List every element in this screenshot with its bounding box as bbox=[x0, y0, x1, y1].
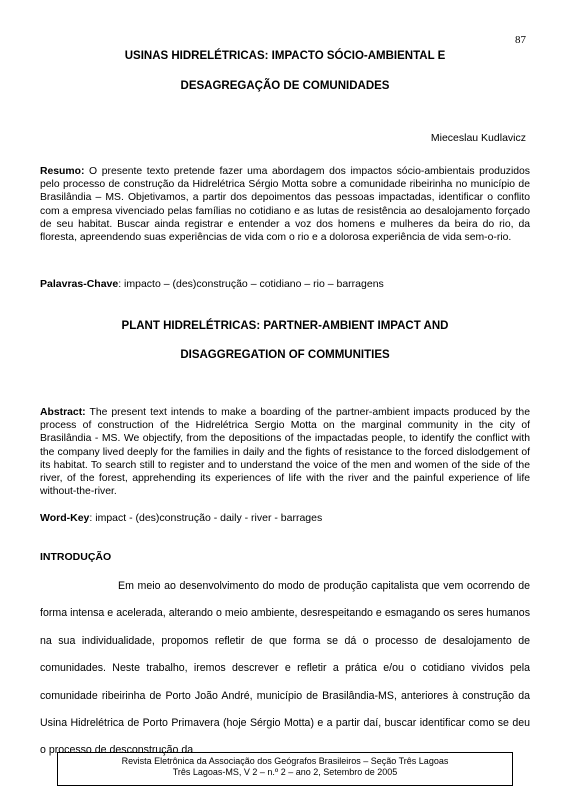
palavras-chave bbox=[40, 278, 384, 290]
page-number: 87 bbox=[515, 34, 526, 46]
section-heading: INTRODUÇÃO bbox=[40, 551, 112, 563]
resumo-paragraph bbox=[40, 165, 530, 244]
palavras-chave-label: Palavras-Chave bbox=[40, 278, 119, 290]
footer-line2: Três Lagoas-MS, V 2 – n.º 2 – ano 2, Setembro de 2005 bbox=[172, 767, 398, 777]
intro-text: Em meio ao desenvolvimento do modo de produção capitalista que vem ocorrendo de forma intensa e acelerada, alterando o meio ambiente, desrespeitando e esmagando os seres humanos na sua individualidade, propomos refletir de que forma se dá o processo de desalojamento de comunidades. Neste trabalho, iremos descrever e refletir a prática e/ou o cotidiano vividos pela comunidade ribeirinha de Porto João André, município de Brasilândia-MS, anteriores à construção da Usina Hidrelétrica de Porto Primavera (hoje Sérgio Motta) e a partir daí, buscar identificar como se deu o processo de desconstrução da bbox=[40, 580, 530, 757]
resumo-text: O presente texto pretende fazer uma abordagem dos impactos sócio-ambientais produzidos pelo processo de construção da Hidrelétrica Sérgio Motta sobre a comunidade ribeirinha no município de Brasilândia – MS. Objetivamos, a partir dos depoimentos das pessoas impactadas, identificar o conflito com a empresa vivenciado pelas famílias no cotidiano e as lutas de resistência ao desalojamento forçado de seu habitat. Buscar ainda registrar e entender a voz dos homens e mulheres da beira do rio, da floresta, apreendendo suas experiências de vida com o rio e a dolorosa experiência de vida sem-o-rio. bbox=[40, 166, 530, 244]
abstract-text: The present text intends to make a boarding of the partner-ambient impacts produced by the process of construction of the Hidrelétrica Sergio Motta on the marginal community in the city of Brasilândia - MS. We objectify, from the depositions of the impactadas people, to identify the conflict with the company lived deeply for the families in daily and the fights of resistance to the forced dislodgement of its habitat. To search still to register and to understand the voice of the men and women of the side of the river, of the forest, apprehending its experiences of life with the river and the painful experience of life without-the-river. bbox=[40, 407, 530, 498]
title-en-line2: DISAGGREGATION OF COMMUNITIES bbox=[180, 349, 390, 361]
word-key-text: : impact - (des)construção - daily - river - barrages bbox=[89, 512, 323, 524]
author: Mieceslau Kudlavicz bbox=[430, 132, 526, 144]
title-pt-line2: DESAGREGAÇÃO DE COMUNIDADES bbox=[180, 80, 390, 92]
palavras-chave-text: : impacto – (des)construção – cotidiano – rio – barragens bbox=[118, 278, 384, 290]
footer-box bbox=[57, 752, 513, 786]
footer-line1: Revista Eletrônica da Associação dos Geógrafos Brasileiros – Seção Três Lagoas bbox=[121, 756, 449, 766]
word-key bbox=[40, 512, 322, 524]
intro-paragraph bbox=[40, 573, 530, 765]
resumo-label: Resumo: bbox=[40, 166, 85, 177]
title-en-line1: PLANT HIDRELÉTRICAS: PARTNER-AMBIENT IMPACT AND bbox=[121, 320, 449, 332]
abstract-paragraph bbox=[40, 406, 530, 498]
abstract-label: Abstract: bbox=[40, 407, 86, 418]
title-pt-line1: USINAS HIDRELÉTRICAS: IMPACTO SÓCIO-AMBIENTAL E bbox=[124, 50, 446, 62]
word-key-label: Word-Key bbox=[40, 512, 90, 524]
